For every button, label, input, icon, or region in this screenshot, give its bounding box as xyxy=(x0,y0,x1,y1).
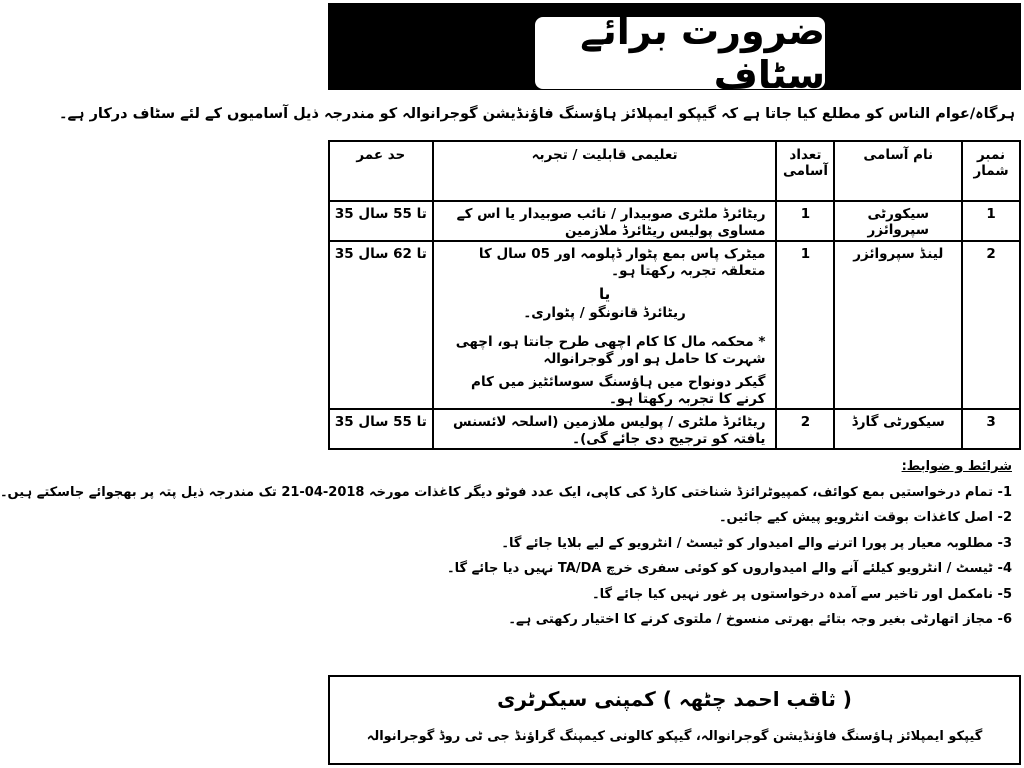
term-text: 1- تمام درخواستیں بمع کوائف، کمپیوٹرائزڈ شناختی کارڈ کی کاپی، ایک عدد فوٹو دیگر کاغذات مورخہ xyxy=(369,484,1012,500)
header-qualification: تعلیمی قابلیت / تجربہ xyxy=(433,141,777,201)
term-item xyxy=(352,531,1012,557)
cell-qty: 1 xyxy=(776,241,834,409)
table-header-row xyxy=(329,141,1020,201)
term-text: 2- اصل کاغذات بوقت انٹرویو پیش کیے جائیں۔ xyxy=(718,510,1012,525)
cell-qualification xyxy=(433,201,777,241)
cell-qty: 2 xyxy=(776,409,834,449)
term-item xyxy=(352,505,1012,531)
qualification-line: * محکمہ مال کا کام اچھی طرح جانتا ہو، اچھی شہرت کا حامل ہو اور گوجرانوالہ xyxy=(455,334,766,367)
term-text: 4- ٹیسٹ / انٹرویو کیلئے آنے والے امیدواروں کو کوئی سفری خرچ xyxy=(605,561,1012,576)
term-date: 21-04-2018 xyxy=(281,484,365,500)
cell-qualification xyxy=(433,241,777,409)
term-text: 5- نامکمل اور تاخیر سے آمدہ درخواستوں پر غور نہیں کیا جائے گا۔ xyxy=(591,586,1012,602)
contact-address: گیپکو ایمپلائز ہاؤسنگ فاؤنڈیشن گوجرانوالہ، گیپکو کالونی کیمپنگ گراؤنڈ جی ٹی روڈ گوجرانوالہ xyxy=(366,729,983,744)
qualification-line: میٹرک پاس بمع پٹوار ڈپلومہ اور 05 سال کا متعلقہ تجربہ رکھتا ہو۔ xyxy=(478,246,766,279)
footer-box xyxy=(328,675,1021,765)
header-serial: نمبر شمار xyxy=(962,141,1020,201)
term-item xyxy=(352,582,1012,608)
cell-qualification xyxy=(433,409,777,449)
qualification-line: گیکر دونواح میں ہاؤسنگ سوسائٹیز میں کام کرنے کا تجربہ رکھتا ہو۔ xyxy=(471,374,766,407)
term-text-end: نہیں دیا جائے گا۔ xyxy=(447,561,554,576)
term-text: 6- مجاز اتھارٹی بغیر وجہ بتائے بھرتی منسوخ / ملتوی کرنے کا اختیار رکھتی ہے۔ xyxy=(508,612,1012,627)
terms-title: شرائط و ضوابط: xyxy=(901,459,1012,474)
heading-banner xyxy=(328,3,1021,97)
cell-age: 35 تا 55 سال xyxy=(329,409,433,449)
signatory-name: ( ثاقب احمد چٹھہ ) کمپنی سیکرٹری xyxy=(497,687,852,711)
cell-serial: 1 xyxy=(962,201,1020,241)
header-qty: تعداد آسامی xyxy=(776,141,834,201)
term-allowance: TA/DA xyxy=(557,561,602,576)
cell-post: سیکورٹی گارڈ xyxy=(834,409,962,449)
term-item xyxy=(352,556,1012,582)
cell-serial: 2 xyxy=(962,241,1020,409)
qualification-line: ریٹائرڈ ملٹری / پولیس ملازمین (اسلحہ لائسنس یافتہ کو ترجیح دی جائے گی)۔ xyxy=(453,414,766,447)
term-item xyxy=(0,480,1012,506)
cell-post: لینڈ سپروائزر xyxy=(834,241,962,409)
cell-age: 35 تا 62 سال xyxy=(329,241,433,409)
cell-serial: 3 xyxy=(962,409,1020,449)
qualification-or: یا xyxy=(598,285,611,303)
intro-text: ہرگاہ/عوام الناس کو مطلع کیا جاتا ہے کہ گیپکو ایمپلائز ہاؤسنگ فاؤنڈیشن گوجرانوالہ کو مندرجہ ذیل آسامیوں کے لئے سٹاف درکار ہے۔ xyxy=(59,106,1015,122)
cell-qty: 1 xyxy=(776,201,834,241)
cell-age: 35 تا 55 سال xyxy=(329,201,433,241)
page-title: ضرورت برائے سٹاف xyxy=(535,17,825,89)
table-row xyxy=(329,241,1020,409)
qualification-line: ریٹائرڈ قانونگو / پٹواری۔ xyxy=(523,305,686,321)
term-text-end: تک مندرجہ ذیل پتہ پر بھجوائے جاسکتے ہیں۔ xyxy=(0,484,277,500)
vacancy-table xyxy=(328,140,1021,450)
qualification-line: ریٹائرڈ ملٹری صوبیدار / نائب صوبیدار یا اس کے مساوی پولیس ریٹائرڈ ملازمین xyxy=(456,206,766,239)
term-text: 3- مطلوبہ معیار پر پورا اترنے والے امیدوار کو ٹیسٹ / انٹرویو کے لیے بلایا جائے گا۔ xyxy=(501,535,1012,551)
header-age: حد عمر xyxy=(329,141,433,201)
table-row xyxy=(329,201,1020,241)
term-item xyxy=(352,607,1012,633)
table-row xyxy=(329,409,1020,449)
cell-post: سیکورٹی سپروائزر xyxy=(834,201,962,241)
terms-section xyxy=(0,454,1012,633)
header-post: نام آسامی xyxy=(834,141,962,201)
